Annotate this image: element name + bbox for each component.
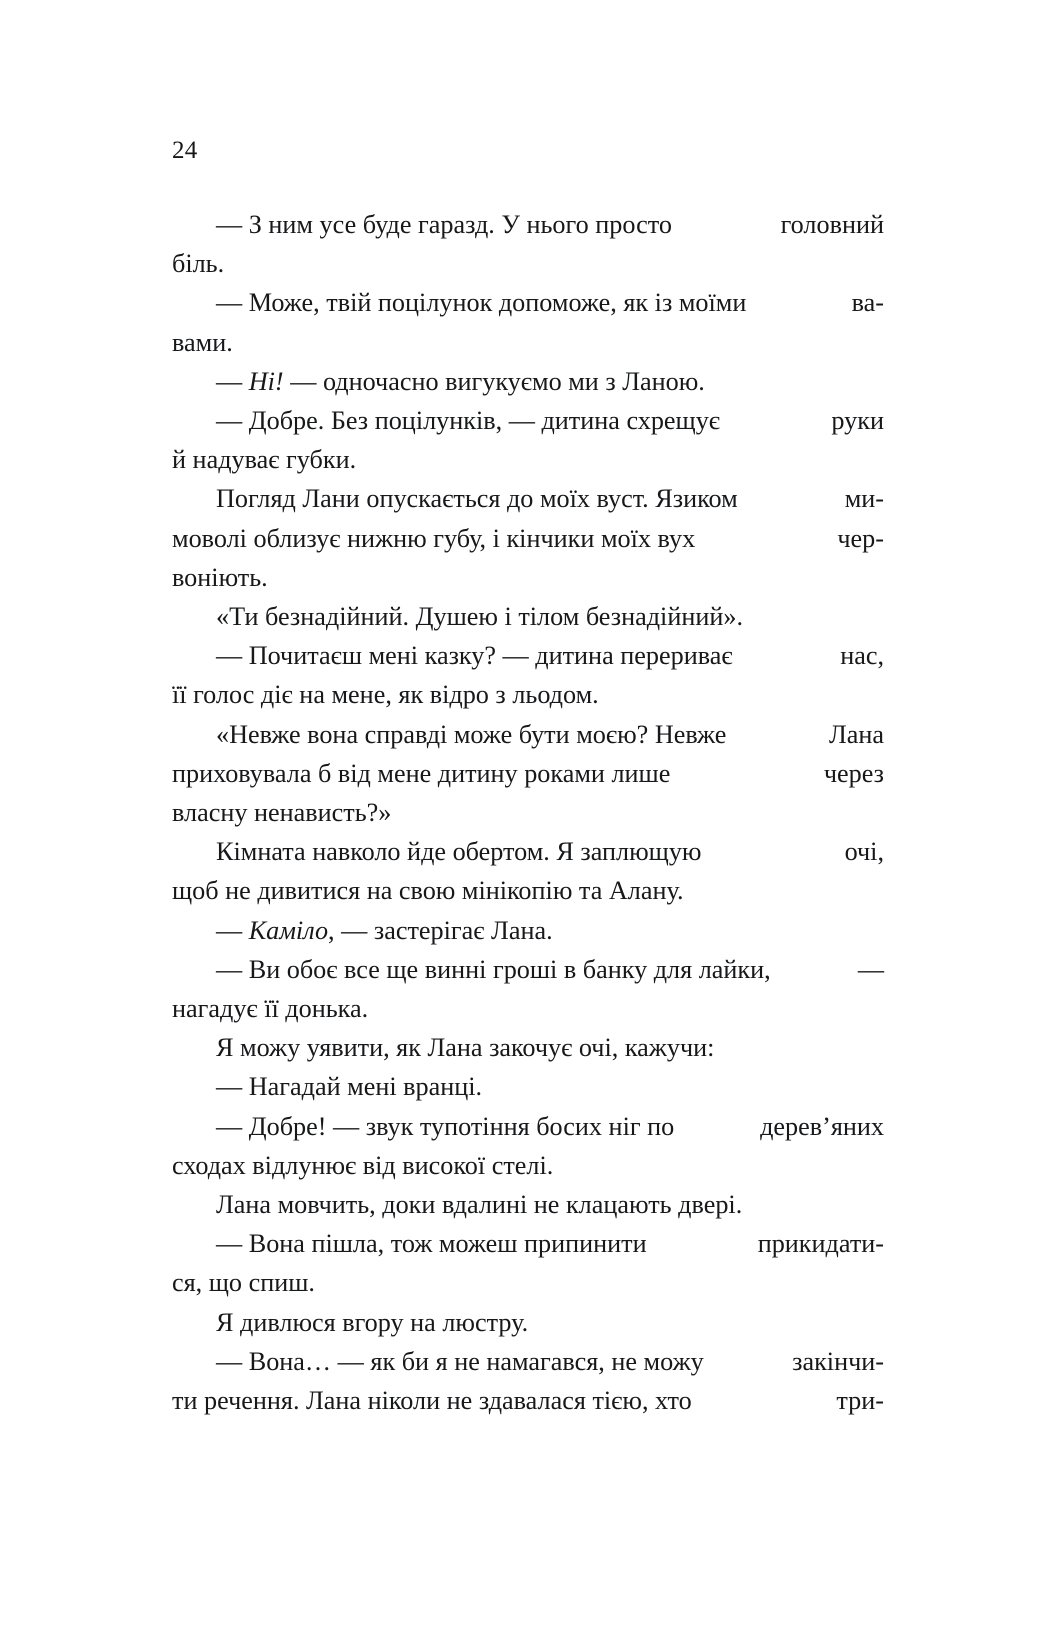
text-line: власну ненависть?» — [172, 798, 392, 828]
text-line: — Каміло, — застерігає Лана. — [216, 915, 553, 945]
paragraph — [172, 950, 884, 1028]
paragraph — [172, 401, 884, 479]
paragraph — [172, 1185, 884, 1224]
paragraph — [172, 479, 884, 597]
text-line: «Ти безнадійний. Душею і тілом безнадійний». — [216, 602, 744, 632]
paragraph — [172, 1224, 884, 1302]
text-line — [172, 1381, 884, 1420]
line-text: Погляд Лани опускається до моїх вуст. Язиком — [216, 484, 738, 514]
paragraph — [172, 1303, 884, 1342]
line-text: приховувала б від мене дитину роками лише — [172, 758, 671, 788]
line-tail: прикидати- — [757, 1229, 884, 1259]
paragraph — [172, 205, 884, 283]
text-line — [172, 636, 884, 675]
line-text: — З ним усе буде гаразд. У нього просто — [216, 210, 672, 239]
paragraph — [172, 1067, 884, 1106]
paragraph — [172, 1107, 884, 1185]
line-text: — Ви обоє все ще винні гроші в банку для лайки, — [216, 954, 771, 984]
text-line — [172, 1224, 884, 1263]
line-tail: головний — [780, 210, 884, 239]
line-tail: — — [857, 954, 884, 984]
paragraph — [172, 283, 884, 361]
line-text: — Може, твій поцілунок допоможе, як із моїми — [216, 288, 747, 318]
text-line — [172, 950, 884, 989]
line-text: — Вона… — як би я не намагався, не можу — [216, 1346, 704, 1376]
text-line — [172, 832, 884, 871]
text-line — [172, 1342, 884, 1381]
text-line: вами. — [172, 327, 233, 357]
paragraph — [172, 597, 884, 636]
line-tail: Лана — [828, 719, 884, 749]
line-tail: дерев’яних — [760, 1111, 884, 1141]
line-text: ти речення. Лана ніколи не здавалася тією, хто — [172, 1386, 692, 1416]
text-line: нагадує її донька. — [172, 994, 369, 1024]
text-line — [172, 1107, 884, 1146]
line-text: — Вона пішла, тож можеш припинити — [216, 1229, 647, 1259]
line-tail: закінчи- — [792, 1346, 884, 1376]
text-line — [172, 479, 884, 518]
line-text: «Невже вона справді може бути моєю? Невже — [216, 719, 727, 749]
page-number: 24 — [172, 137, 198, 164]
emphasis-text: Каміло — [248, 915, 329, 945]
line-tail: руки — [831, 406, 884, 436]
text-line: ся, що спиш. — [172, 1268, 315, 1298]
line-tail: три- — [836, 1386, 884, 1416]
text-line: біль. — [172, 249, 225, 279]
paragraph — [172, 911, 884, 950]
line-tail: нас, — [840, 641, 884, 671]
line-tail: очі, — [844, 837, 884, 867]
page-text-block — [172, 205, 884, 1420]
text-line: — Ні! — одночасно вигукуємо ми з Ланою. — [216, 366, 705, 396]
text-line — [172, 283, 884, 322]
text-line — [172, 519, 884, 558]
text-line — [172, 715, 884, 754]
text-line — [172, 401, 884, 440]
line-tail: ми- — [844, 484, 884, 514]
text-line: Лана мовчить, доки вдалині не клацають двері. — [216, 1190, 743, 1220]
text-line: — Нагадай мені вранці. — [216, 1072, 483, 1102]
line-text: Кімната навколо йде обертом. Я заплющую — [216, 837, 702, 867]
line-text: моволі облизує нижню губу, і кінчики моїх вух — [172, 523, 696, 553]
line-text: — Почитаєш мені казку? — дитина перериває — [216, 641, 733, 671]
text-line: сходах відлунює від високої стелі. — [172, 1150, 554, 1180]
paragraph — [172, 362, 884, 401]
text-line — [172, 205, 884, 244]
text-line: й надуває губки. — [172, 445, 357, 475]
line-text: — Добре! — звук тупотіння босих ніг по — [216, 1111, 675, 1141]
paragraph — [172, 1028, 884, 1067]
paragraph — [172, 636, 884, 714]
emphasis-text: Ні! — [248, 366, 284, 396]
text-line: Я дивлюся вгору на люстру. — [216, 1307, 529, 1337]
text-line: Я можу уявити, як Лана закочує очі, кажучи: — [216, 1033, 715, 1063]
line-tail: чер- — [837, 523, 884, 553]
text-line: щоб не дивитися на свою мінікопію та Алану. — [172, 876, 684, 906]
line-text: — Добре. Без поцілунків, — дитина схрещує — [216, 406, 721, 436]
paragraph — [172, 832, 884, 910]
text-line — [172, 754, 884, 793]
text-line: воніють. — [172, 562, 268, 592]
paragraph — [172, 715, 884, 833]
text-line: її голос діє на мене, як відро з льодом. — [172, 680, 599, 710]
line-tail: ва- — [851, 288, 884, 318]
paragraph — [172, 1342, 884, 1420]
line-tail: через — [823, 758, 884, 788]
